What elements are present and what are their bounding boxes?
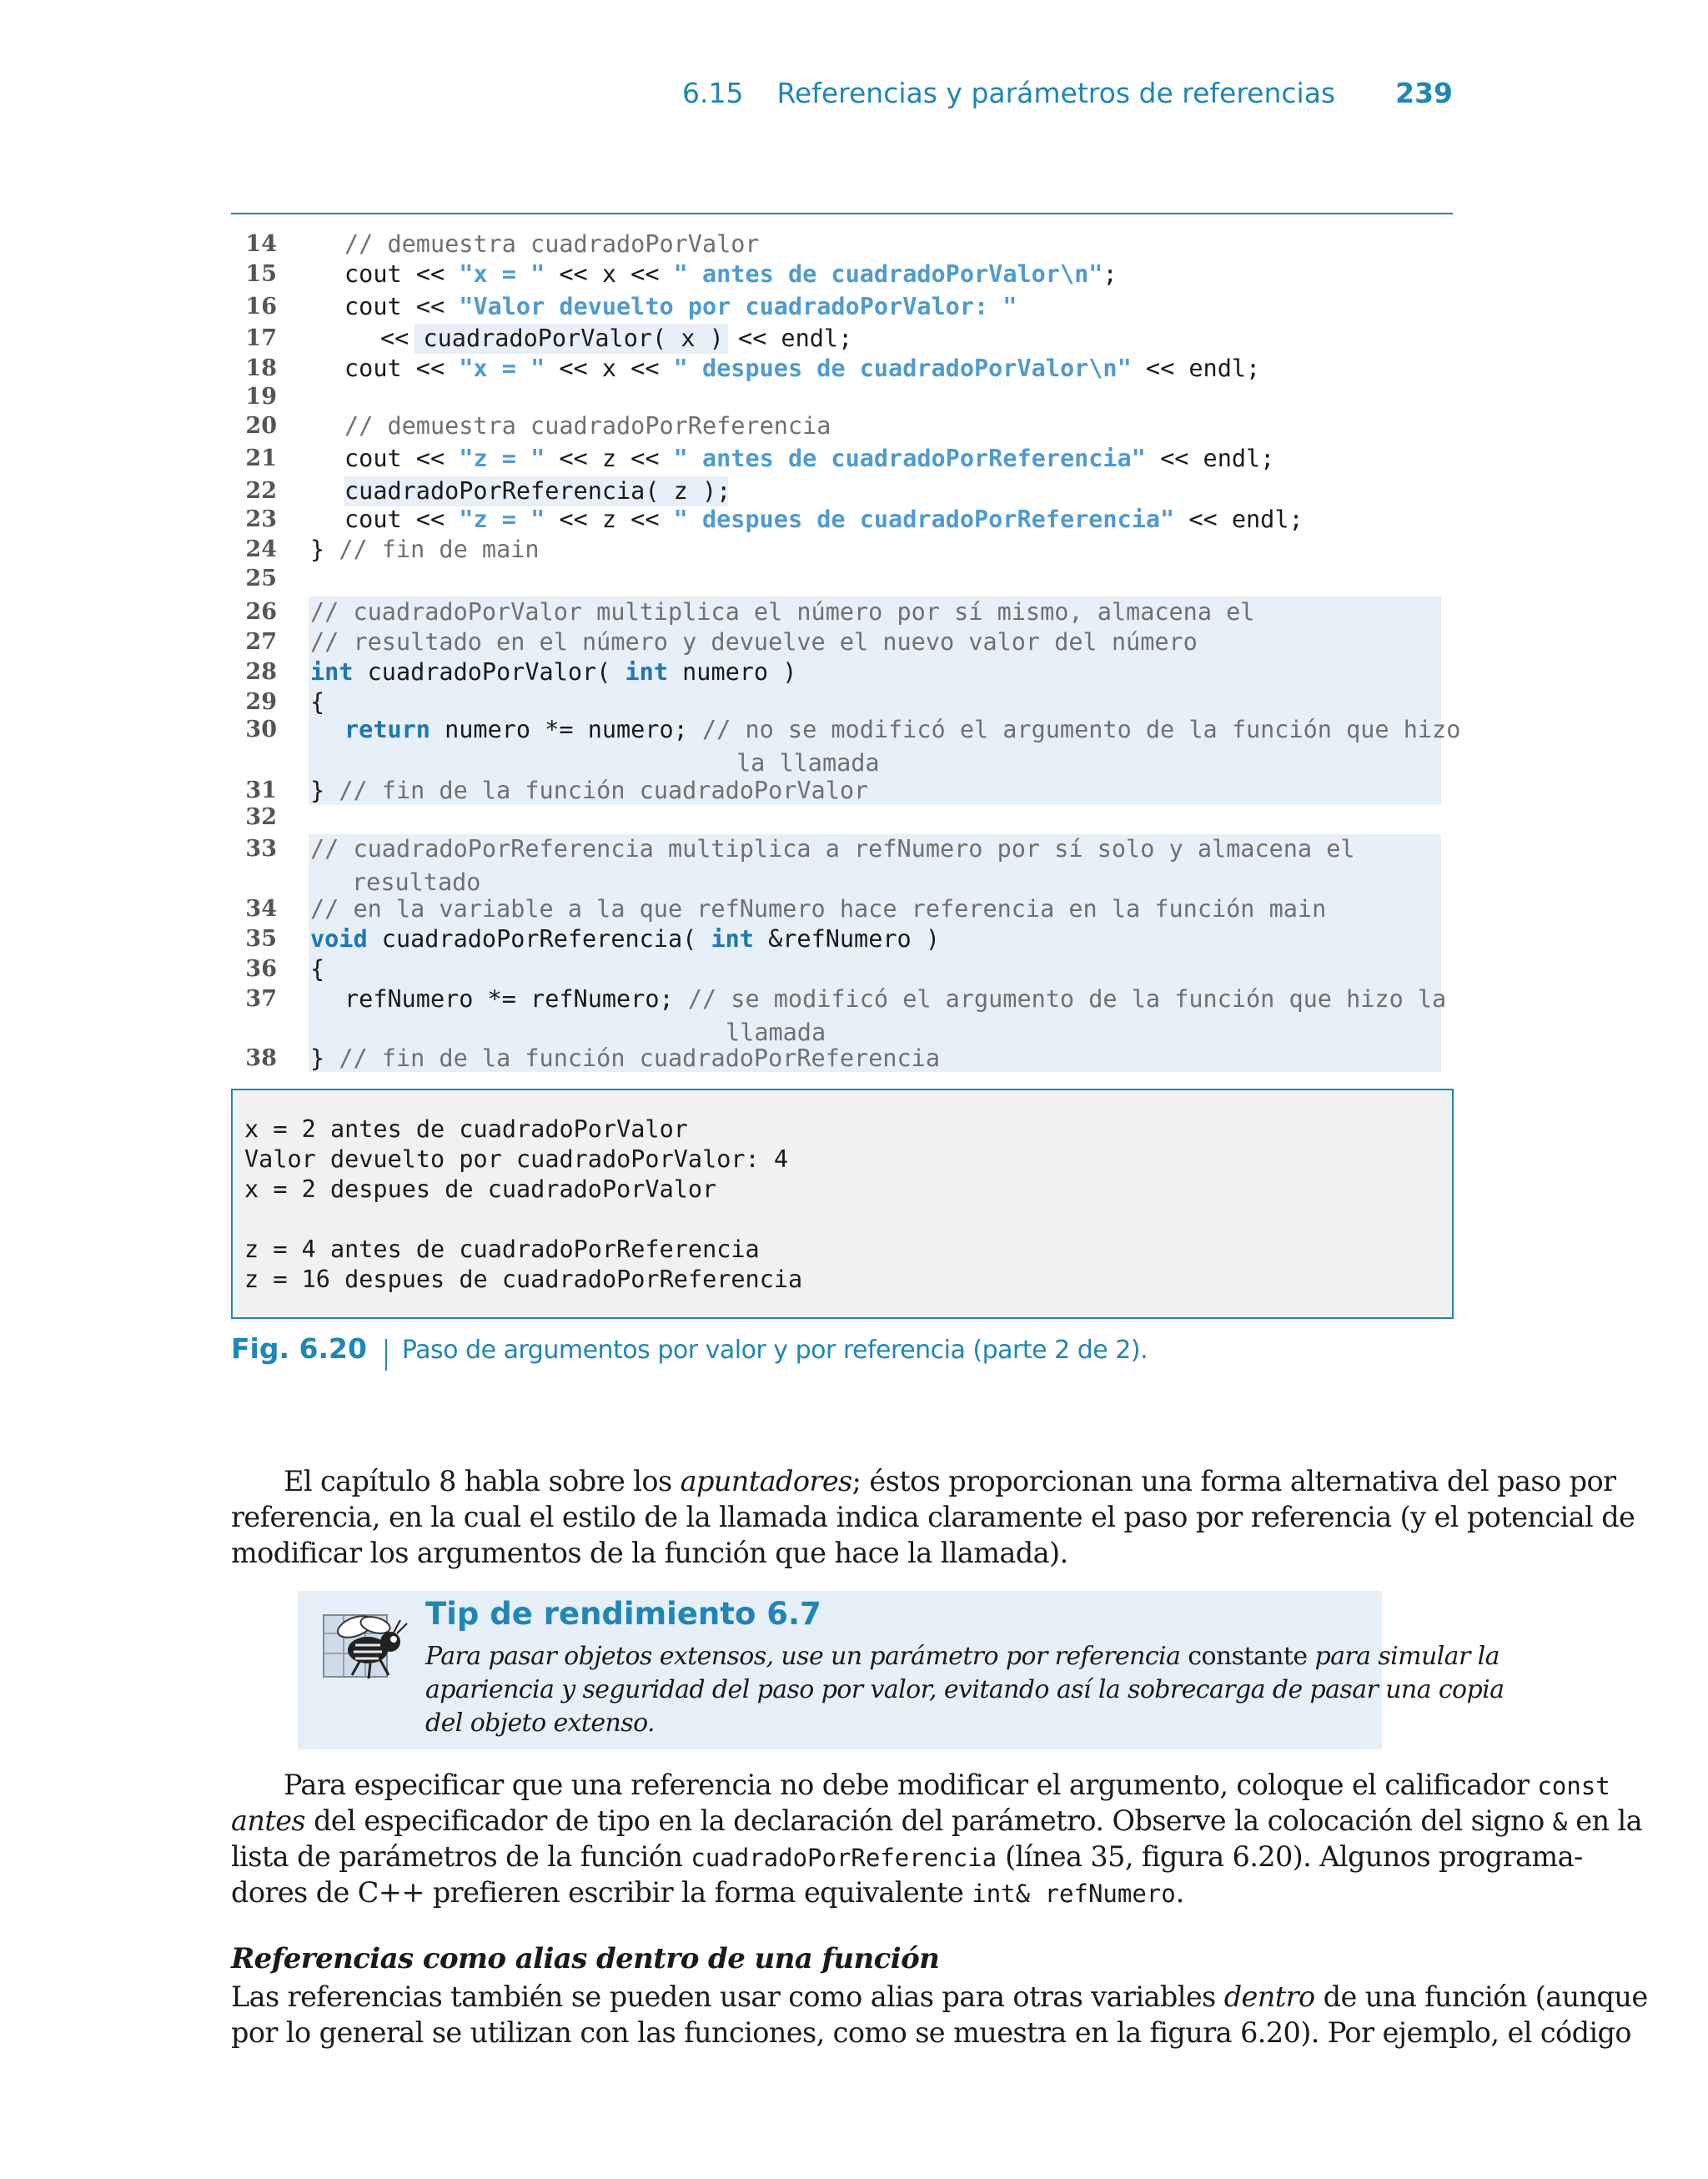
code-line-21: cout << "z = " << z << " antes de cuadradoPorReferencia" << endl; xyxy=(344,445,1275,472)
code-line-17: << cuadradoPorValor( x ) << endl; xyxy=(380,325,853,352)
line-number: 15 xyxy=(245,261,277,287)
line-number: 17 xyxy=(245,325,277,351)
code-line-16: cout << "Valor devuelto por cuadradoPorValor: " xyxy=(344,293,1017,320)
code-listing xyxy=(0,0,1708,1084)
output-line: x = 2 despues de cuadradoPorValor xyxy=(244,1175,717,1203)
code-line-33-continuation: resultado xyxy=(352,868,481,896)
code-line-38: } // fin de la función cuadradoPorReferencia xyxy=(310,1044,940,1072)
line-number: 33 xyxy=(245,836,277,862)
line-number: 31 xyxy=(245,777,277,803)
code-line-35: void cuadradoPorReferencia( int &refNumero ) xyxy=(310,925,940,953)
line-number: 34 xyxy=(245,896,277,922)
output-line: z = 4 antes de cuadradoPorReferencia xyxy=(244,1235,760,1263)
code-line-37: refNumero *= refNumero; // se modificó el argumento de la función que hizo la xyxy=(344,985,1447,1013)
code-line-24: } // fin de main xyxy=(310,536,540,563)
code-line-33: // cuadradoPorReferencia multiplica a refNumero por sí solo y almacena el xyxy=(310,835,1355,863)
code-line-31: } // fin de la función cuadradoPorValor xyxy=(310,777,869,804)
code-line-37-continuation: llamada xyxy=(726,1019,826,1046)
output-line: x = 2 antes de cuadradoPorValor xyxy=(244,1115,688,1143)
code-line-28: int cuadradoPorValor( int numero ) xyxy=(310,658,797,686)
tip-title: Tip de rendimiento 6.7 xyxy=(425,1596,821,1632)
code-line-26: // cuadradoPorValor multiplica el número por sí mismo, almacena el xyxy=(310,598,1255,626)
line-number: 22 xyxy=(245,478,277,504)
line-number: 26 xyxy=(245,599,277,625)
code-line-22: cuadradoPorReferencia( z ); xyxy=(344,477,731,505)
line-number: 21 xyxy=(245,445,277,471)
line-number: 28 xyxy=(245,659,277,685)
paragraph-1-line-2: referencia, en la cual el estilo de la llamada indica claramente el paso por referencia (y el potencial de xyxy=(231,1501,1635,1533)
line-number: 18 xyxy=(245,355,277,381)
code-line-36: { xyxy=(310,955,325,983)
tip-line-1: Para pasar objetos extensos, use un parámetro por referencia constante para simular la xyxy=(425,1642,1500,1671)
page-number: 239 xyxy=(1395,77,1453,109)
paragraph-2-line-1: Para especificar que una referencia no debe modificar el argumento, coloque el calificador const xyxy=(284,1769,1610,1801)
paragraph-1-line-1: El capítulo 8 habla sobre los apuntadores; éstos proporcionan una forma alternativa del paso por xyxy=(284,1465,1616,1497)
line-number: 24 xyxy=(245,536,277,562)
line-number: 27 xyxy=(245,629,277,655)
figure-label: Fig. 6.20 xyxy=(231,1332,367,1365)
line-number: 16 xyxy=(245,294,277,320)
subheading: Referencias como alias dentro de una función xyxy=(231,1942,940,1975)
line-number: 25 xyxy=(245,566,277,591)
paragraph-2-line-3: lista de parámetros de la función cuadradoPorReferencia (línea 35, figura 6.20). Algunos programa- xyxy=(231,1840,1583,1873)
code-line-34: // en la variable a la que refNumero hace referencia en la función main xyxy=(310,895,1327,923)
code-line-27: // resultado en el número y devuelve el nuevo valor del número xyxy=(310,628,1198,656)
line-number: 29 xyxy=(245,689,277,715)
section-number: 6.15 xyxy=(682,77,744,109)
line-number: 35 xyxy=(245,926,277,952)
line-number: 19 xyxy=(245,384,277,410)
code-line-18: cout << "x = " << x << " despues de cuadradoPorValor\n" << endl; xyxy=(344,355,1261,382)
paragraph-2-line-2: antes del especificador de tipo en la declaración del parámetro. Observe la colocación del signo & en la xyxy=(231,1804,1643,1837)
line-number: 14 xyxy=(245,231,277,257)
line-number: 37 xyxy=(245,986,277,1012)
line-number: 20 xyxy=(245,413,277,439)
code-line-29: { xyxy=(310,688,325,716)
paragraph-3-line-1: Las referencias también se pueden usar como alias para otras variables dentro de una función (aunque xyxy=(231,1980,1648,2013)
tip-line-3: del objeto extenso. xyxy=(425,1708,655,1738)
paragraph-2-line-4: dores de C++ prefieren escribir la forma equivalente int& refNumero. xyxy=(231,1876,1184,1909)
section-title: Referencias y parámetros de referencias xyxy=(776,77,1336,109)
tip-line-2: apariencia y seguridad del paso por valor, evitando así la sobrecarga de pasar una copia xyxy=(425,1675,1505,1704)
line-number: 30 xyxy=(245,717,277,742)
line-number: 23 xyxy=(245,506,277,532)
bee-performance-icon xyxy=(322,1608,414,1683)
caption-divider xyxy=(385,1339,387,1371)
output-line: Valor devuelto por cuadradoPorValor: 4 xyxy=(244,1145,789,1173)
paragraph-3-line-2: por lo general se utilizan con las funciones, como se muestra en la figura 6.20). Por ejemplo, el código xyxy=(231,2016,1631,2049)
paragraph-1-line-3: modificar los argumentos de la función que hace la llamada). xyxy=(231,1537,1068,1569)
code-line-30: return numero *= numero; // no se modificó el argumento de la función que hizo xyxy=(344,716,1461,743)
code-line-14: // demuestra cuadradoPorValor xyxy=(344,230,760,258)
code-line-15: cout << "x = " << x << " antes de cuadradoPorValor\n"; xyxy=(344,260,1118,288)
code-line-20: // demuestra cuadradoPorReferencia xyxy=(344,412,831,440)
line-number: 32 xyxy=(245,804,277,830)
figure-caption-text: Paso de argumentos por valor y por referencia (parte 2 de 2). xyxy=(401,1336,1148,1365)
figure-caption xyxy=(231,1328,1148,1370)
line-number: 38 xyxy=(245,1045,277,1071)
code-line-23: cout << "z = " << z << " despues de cuadradoPorReferencia" << endl; xyxy=(344,506,1304,533)
output-line: z = 16 despues de cuadradoPorReferencia xyxy=(244,1266,803,1293)
line-number: 36 xyxy=(245,956,277,982)
code-line-30-continuation: la llamada xyxy=(736,749,880,777)
